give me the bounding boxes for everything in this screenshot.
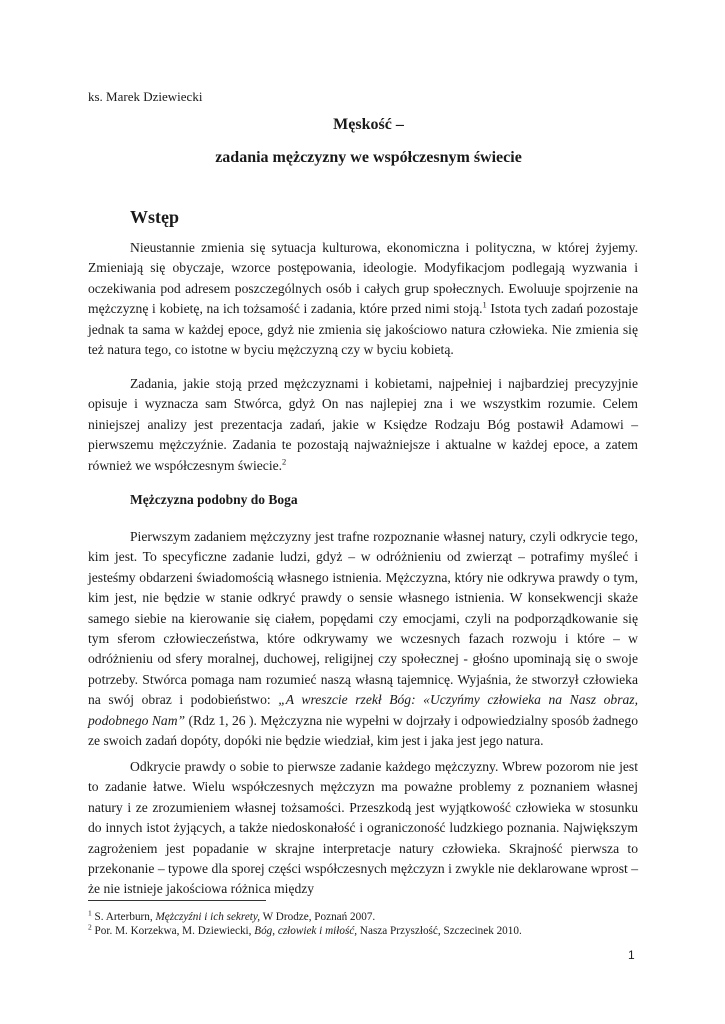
paragraph-text: Pierwszym zadaniem mężczyzny jest trafne rozpoznanie własnej natury, czyli odkrycie tego, kim jest. To specyficzne zadanie ludzi, gdyż – w odróżnieniu od zwierząt – potrafimy myśleć i jesteśmy obdarzeni świadomością własnego istnienia. Mężczyzna, który nie odkrywa prawdy o tym, kim jest, nie będzie w stanie odkryć prawdy o sensie własnego istnienia. W konsekwencji skaże samego siebie na kierowanie się ciałem, popędami czy emocjami, czyli na podporządkowanie się tym sferom człowieczeństwa, które odkrywamy we wczesnych fazach rozwoju i które – w odróżnieniu od sfery moralnej, duchowej, religijnej czy społecznej - głośno upominają się o swoje potrzeby. Stwórca pomaga nam rozumieć naszą własną tajemnicę. Wyjaśnia, że stworzył człowieka na swój obraz i podobieństwo:	[88, 529, 638, 708]
footnote-ref-2: 2	[282, 456, 287, 467]
scripture-quote: „A wreszcie rzekł Bóg: «Uczyńmy człowieka na Nasz obraz, podobnego Nam”	[88, 692, 638, 728]
section-heading-intro: Wstęp	[130, 207, 179, 227]
paragraph-body-1	[88, 527, 638, 751]
footnote-text: Por. M. Korzekwa, M. Dziewiecki,	[91, 925, 255, 937]
footnote-1	[88, 910, 375, 924]
author-name: ks. Marek Dziewiecki	[88, 89, 203, 104]
footnote-ref-1: 1	[482, 299, 487, 310]
footnote-text: W Drodze, Poznań 2007.	[260, 911, 376, 923]
paragraph-text: Nieustannie zmienia się sytuacja kulturowa, ekonomiczna i polityczna, w której żyjemy. Zmieniają się obyczaje, wzorce postępowania, ideologie. Modyfikacjom podlegają wyzwania i oczekiwania pod adresem poszczególnych osób i całych grup społecznych. Ewoluuje spojrzenie na mężczyznę i kobietę, na ich tożsamość i zadania, które przed nimi stoją.	[88, 240, 638, 317]
paragraph-intro-1	[88, 238, 638, 360]
paragraph-text: (Rdz 1, 26 ). Mężczyzna nie wypełni w dojrzały i odpowiedzialny sposób żadnego ze swoich zadań dopóty, dopóki nie będzie wiedział, kim jest i jaka jest jego natura.	[88, 712, 638, 749]
paragraph-text: Zadania, jakie stoją przed mężczyznami i kobietami, najpełniej i najbardziej precyzyjnie opisuje i wyznacza sam Stwórca, gdyż On nas najlepiej zna i we wszystkim rozumie. Celem niniejszej analizy jest prezentacja zadań, jakie w Księdze Rodzaju Bóg postawił Adamowi – pierwszemu mężczyźnie. Zadania te pozostają najważniejsze i aktualne w każdej epoce, a zatem również we współczesnym świecie.	[88, 376, 638, 473]
page-number: 1	[628, 948, 635, 962]
document-subtitle: zadania mężczyzny we współczesnym świecie	[215, 149, 522, 166]
paragraph-text: Istota tych zadań pozostaje jednak ta sama w każdej epoce, gdyż nie zmienia się jakościowo natura człowieka. Nie zmienia się też natura tego, co istotne w byciu mężczyzną czy w byciu kobietą.	[88, 301, 639, 358]
footnote-text: S. Arterburn,	[91, 911, 156, 923]
footnote-text: Nasza Przyszłość, Szczecinek 2010.	[357, 925, 522, 937]
footnote-divider	[88, 900, 266, 901]
footnote-number: 1	[88, 908, 92, 918]
paragraph-intro-2	[88, 374, 638, 476]
paragraph-body-2: Odkrycie prawdy o sobie to pierwsze zadanie każdego mężczyzny. Wbrew pozorom nie jest to zadanie łatwe. Wielu współczesnych mężczyzn ma poważne problemy z poznaniem własnej natury i ze zrozumieniem własnej tożsamości. Przeszkodą jest wyjątkowość człowieka w stosunku do innych istot żyjących, a także niedoskonałość i ograniczoność ludzkiego poznania. Największym zagrożeniem jest popadanie w skrajne interpretacje natury człowieka. Skrajność pierwsza to przekonanie – typowe dla sporej części współczesnych mężczyzn i zwykle nie deklarowane wprost – że nie istnieje jakościowa różnica między	[88, 759, 638, 897]
document-title: Męskość –	[333, 116, 404, 133]
footnote-title: Bóg, człowiek i miłość,	[254, 925, 358, 937]
footnote-title: Mężczyźni i ich sekrety,	[155, 911, 261, 923]
subheading: Mężczyzna podobny do Boga	[130, 492, 298, 507]
footnote-2	[88, 924, 522, 938]
footnote-number: 2	[88, 922, 92, 932]
